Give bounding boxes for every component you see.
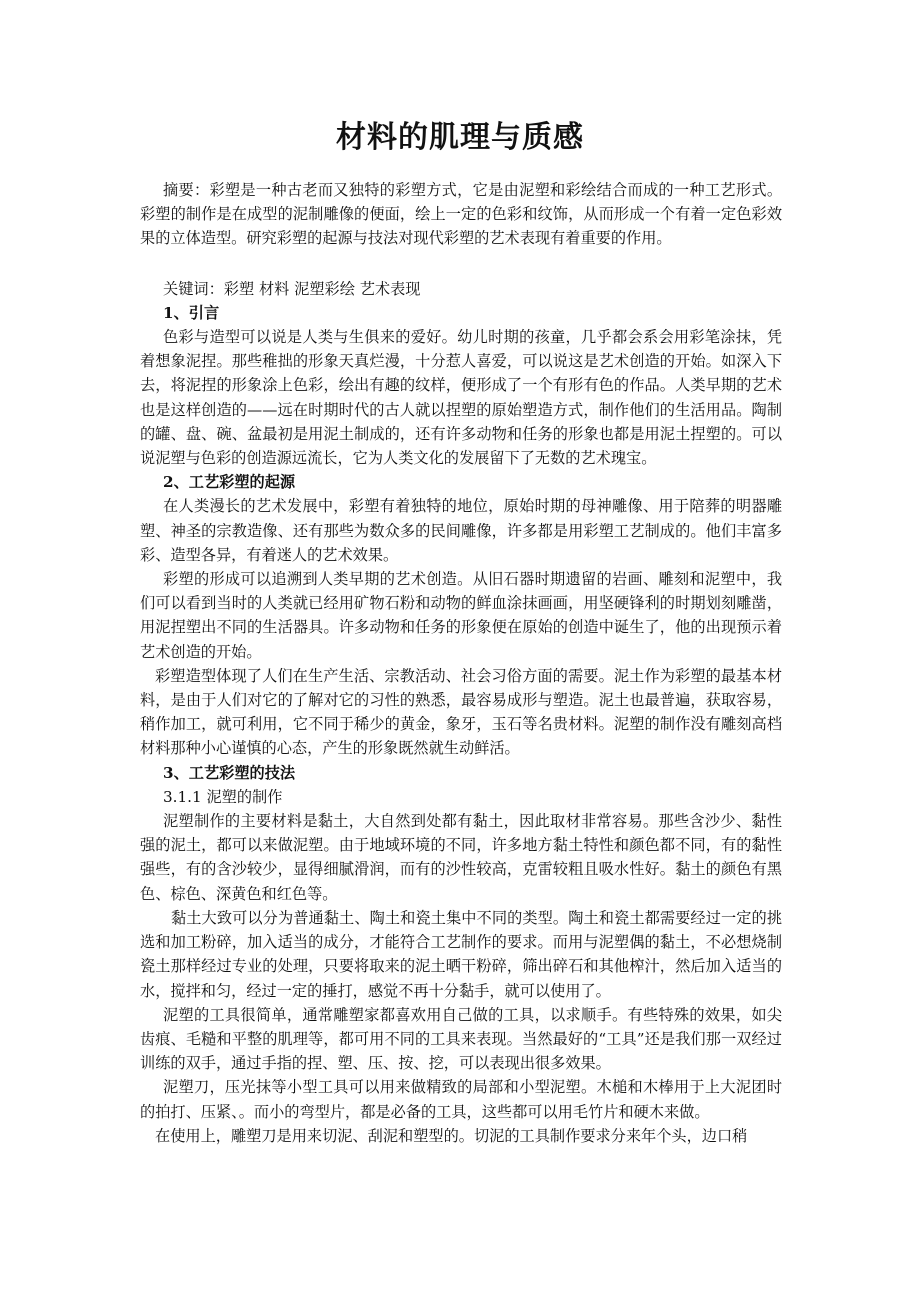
document-body [140,178,782,1148]
section-2-paragraph-1: 在人类漫长的艺术发展中，彩塑有着独特的地位，原始时期的母神雕像、用于陪葬的明器雕塑、神圣的宗教造像、还有那些为数众多的民间雕像，许多都是用彩塑工艺制成的。他们丰富多彩、造型各异，有着迷人的艺术效果。 [140,497,782,564]
section-heading-2: 2、工艺彩塑的起源 [163,473,296,492]
abstract-paragraph: 摘要：彩塑是一种古老而又独特的彩塑方式，它是由泥塑和彩绘结合而成的一种工艺形式。彩塑的制作是在成型的泥制雕像的便面，绘上一定的色彩和纹饰，从而形成一个有着一定色彩效果的立体造型。研究彩塑的起源与技法对现代彩塑的艺术表现有着重要的作用。 [140,181,782,248]
section-1-paragraph: 色彩与造型可以说是人类与生俱来的爱好。幼儿时期的孩童，几乎都会系会用彩笔涂抹，凭着想象泥捏。那些稚拙的形象天真烂漫，十分惹人喜爱，可以说这是艺术创造的开始。如深入下去，将泥捏的形象涂上色彩，绘出有趣的纹样，便形成了一个有形有色的作品。人类早期的艺术也是这样创造的——远在时期时代的古人就以捏塑的原始塑造方式，制作他们的生活用品。陶制的罐、盘、碗、盆最初是用泥土制成的，还有许多动物和任务的形象也都是用泥土捏塑的。可以说泥塑与色彩的创造源远流长，它为人类文化的发展留下了无数的艺术瑰宝。 [140,328,782,468]
spacer [140,251,782,277]
section-2-paragraph-3: 彩塑造型体现了人们在生产生活、宗教活动、社会习俗方面的需要。泥土作为彩塑的最基本材料，是由于人们对它的了解对它的习性的熟悉，最容易成形与塑造。泥土也最普遍，获取容易，稍作加工，就可利用，它不同于稀少的黄金，象牙，玉石等名贵材料。泥塑的制作没有雕刻高档材料那种小心谨慎的心态，产生的形象既然就生动鲜活。 [140,666,782,758]
subsection-heading-3-1-1: 3.1.1 泥塑的制作 [163,787,283,806]
keywords-line: 关键词：彩塑 材料 泥塑彩绘 艺术表现 [163,279,421,298]
section-2-paragraph-2: 彩塑的形成可以追溯到人类早期的艺术创造。从旧石器时期遗留的岩画、雕刻和泥塑中，我们可以看到当时的人类就已经用矿物石粉和动物的鲜血涂抹画画，用坚硬锋利的时期划刻雕凿，用泥捏塑出不同的生活器具。许多动物和任务的形象便在原始的创造中诞生了，他的出现预示着艺术创造的开始。 [140,570,782,661]
section-heading-1: 1、引言 [163,303,220,322]
section-heading-3: 3、工艺彩塑的技法 [163,763,296,782]
section-3-paragraph-4: 泥塑刀，压光抹等小型工具可以用来做精致的局部和小型泥塑。木槌和木棒用于上大泥团时的拍打、压紧、。而小的弯型片，都是必备的工具，这些都可以用毛竹片和硬木来做。 [140,1078,782,1121]
section-3-paragraph-2: 黏土大致可以分为普通黏土、陶土和瓷土集中不同的类型。陶土和瓷土都需要经过一定的挑选和加工粉碎，加入适当的成分，才能符合工艺制作的要求。而用与泥塑偶的黏土，不必想烧制瓷土那样经过专业的处理，只要将取来的泥土晒干粉碎，筛出碎石和其他榨汁，然后加入适当的水，搅拌和匀，经过一定的捶打，感觉不再十分黏手，就可以使用了。 [140,908,782,1000]
section-3-paragraph-3: 泥塑的工具很简单，通常雕塑家都喜欢用自己做的工具，以求顺手。有些特殊的效果，如尖齿痕、毛糙和平整的肌理等，都可用不同的工具来表现。当然最好的“工具”还是我们那一双经过训练的双手，通过手指的捏、塑、压、按、挖，可以表现出很多效果。 [140,1005,782,1073]
page-title: 材料的肌理与质感 [336,120,584,155]
section-3-paragraph-1: 泥塑制作的主要材料是黏土，大自然到处都有黏土，因此取材非常容易。那些含沙少、黏性强的泥土，都可以来做泥塑。由于地域环境的不同，许多地方黏土特性和颜色都不同，有的黏性强些，有的含沙较少，显得细腻滑润，而有的沙性较高，克雷较粗且吸水性好。黏土的颜色有黑色、棕色、深黄色和红色等。 [140,812,782,903]
section-3-paragraph-5: 在使用上，雕塑刀是用来切泥、刮泥和塑型的。切泥的工具制作要求分来年个头，边口稍 [155,1126,748,1145]
